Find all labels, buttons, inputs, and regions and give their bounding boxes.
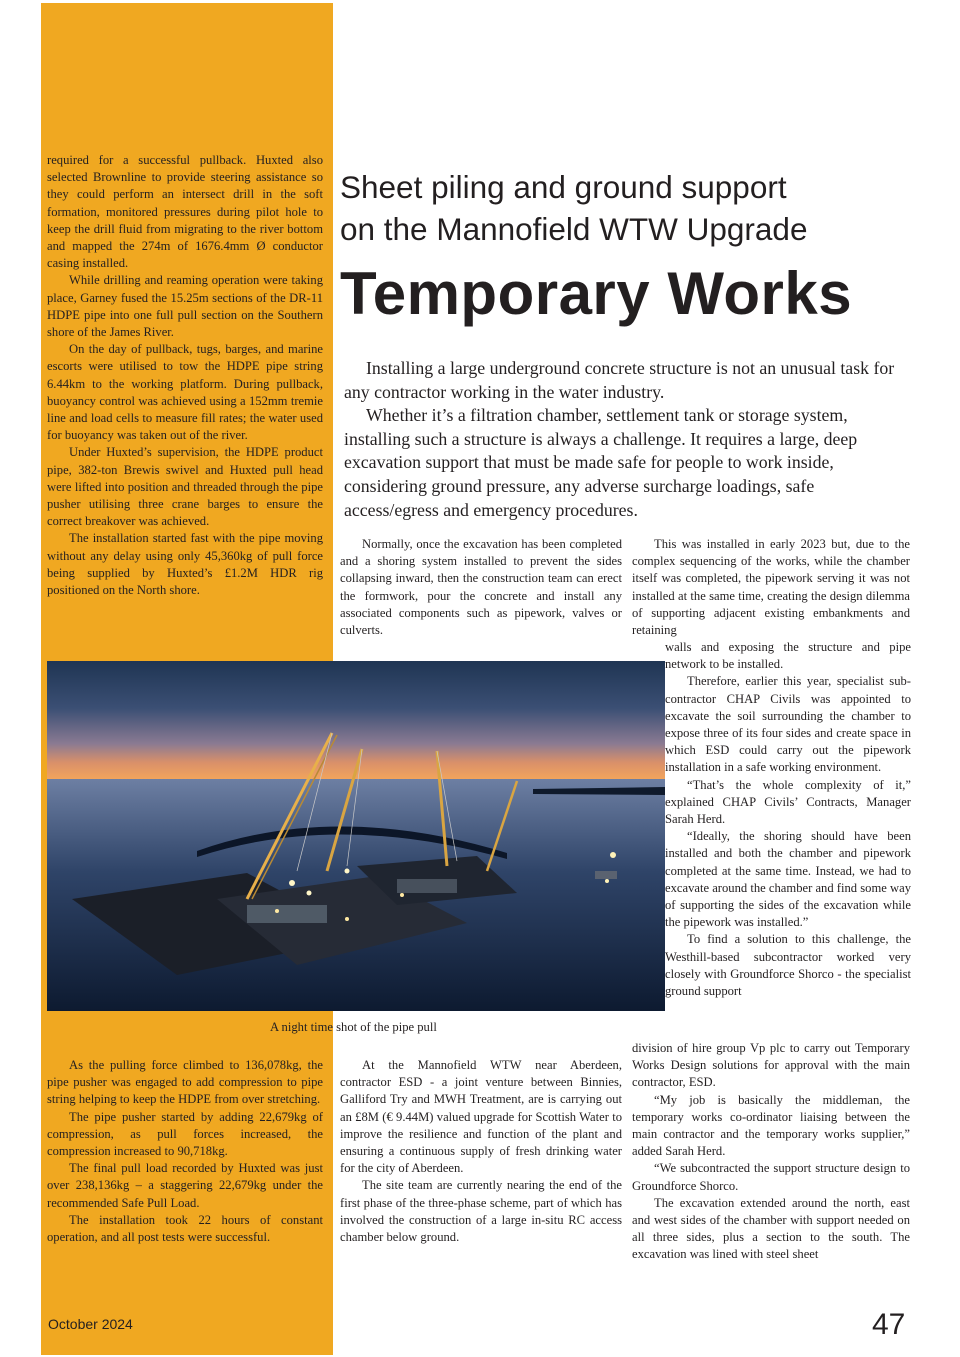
page-number: 47 xyxy=(872,1308,906,1341)
paragraph: Under Huxted’s supervision, the HDPE product pipe, 382-ton Brewis swivel and Huxted pull head were lifted into position and threaded through the pipe pusher utilising three crane barges to ensure the correct breakover was achieved. xyxy=(47,445,323,529)
paragraph: This was installed in early 2023 but, due to the complex sequencing of the works, while the chamber itself was completed, the pipework serving it was not installed at the same time, creating the design dilemma of supporting adjacent existing embankments and retaining xyxy=(632,537,910,638)
sidebar-top-column xyxy=(47,152,323,599)
paragraph: While drilling and reaming operation were taking place, Garney fused the 15.25m sections of the DR-11 HDPE pipe into one full pull section on the Southern shore of the James River. xyxy=(47,273,323,340)
column-3-bottom xyxy=(632,1040,910,1264)
paragraph: The excavation extended around the north, east and west sides of the chamber with support needed on all three sides, plus a section to the south. The excavation was lined with steel sheet xyxy=(632,1195,910,1262)
column-3-middle xyxy=(665,639,911,1000)
pipe-pull-photo xyxy=(47,661,665,1011)
paragraph: Therefore, earlier this year, specialist sub-contractor CHAP Civils was appointed to excavate the soil surrounding the chamber to expose three of its four sides and create space in which ESD could carry out the pipework installation in a safe working environment. xyxy=(665,674,911,775)
paragraph: “We subcontracted the support structure design to Groundforce Shorco. xyxy=(632,1161,910,1193)
paragraph: The installation took 22 hours of constant operation, and all post tests were successful. xyxy=(47,1212,323,1245)
paragraph: “That’s the whole complexity of it,” explained CHAP Civils’ Contracts, Manager Sarah Herd. xyxy=(665,777,911,827)
paragraph: Whether it’s a filtration chamber, settlement tank or storage system, installing such a structure is always a challenge. It requires a large, deep excavation support that must be made safe for people to work inside, considering ground pressure, any adverse surcharge loadings, safe access/egress and emergency procedures. xyxy=(344,405,858,520)
paragraph: Installing a large underground concrete structure is not an unusual task for any contractor working in the water industry. xyxy=(344,358,895,402)
issue-date: October 2024 xyxy=(48,1316,133,1332)
paragraph: To find a solution to this challenge, the Westhill-based subcontractor worked very closely with Groundforce Shorco - the specialist ground support xyxy=(665,932,911,999)
column-2-bottom xyxy=(340,1057,622,1246)
article-title: Temporary Works xyxy=(340,260,853,327)
column-3-top xyxy=(632,536,910,639)
paragraph: The final pull load recorded by Huxted was just over 238,136kg – a staggering 22,679kg under the recommended Safe Pull Load. xyxy=(47,1161,323,1210)
paragraph: “Ideally, the shoring should have been installed and both the chamber and pipework completed at the same time. Instead, we had to excavate around the chamber and find some way of supporting the sides of the excavation while the pipework was installed.” xyxy=(665,829,911,930)
paragraph: The site team are currently nearing the end of the first phase of the three-phase scheme, part of which has involved the construction of a large in-situ RC access chamber below ground. xyxy=(340,1178,622,1245)
column-2-top xyxy=(340,536,622,639)
paragraph: Normally, once the excavation has been completed and a shoring system installed to prevent the sides collapsing inward, then the construction team can erect the formwork, pour the concrete and install any associated components such as pipework, valves or culverts. xyxy=(340,537,622,638)
photo-caption: A night time shot of the pipe pull xyxy=(270,1020,437,1034)
paragraph: required for a successful pullback. Huxted also selected Brownline to provide steering assistance so they could perform an intersect drill in the soft formation, monitored pressures during pilot hole to keep the drill fluid from migrating to the river bottom and mapped the 274m of 1676.4mm Ø conductor casing installed. xyxy=(47,153,323,271)
paragraph: walls and exposing the structure and pipe network to be installed. xyxy=(665,640,911,672)
paragraph: The installation started fast with the pipe moving without any delay using only 45,360kg of pull force being supplied by Huxted’s £1.2M HDR rig positioned on the North shore. xyxy=(47,531,323,598)
intro-text xyxy=(344,357,896,522)
paragraph: “My job is basically the middleman, the temporary works co-ordinator liaising between the main contractor and the temporary works supplier,” added Sarah Herd. xyxy=(632,1092,910,1159)
paragraph: On the day of pullback, tugs, barges, and marine escorts were utilised to tow the HDPE pipe string 6.44km to the working platform. During pullback, buoyancy control was achieved using a 152mm tremie line and load cells to measure fill rates; the water used for buoyancy was taken out of the river. xyxy=(47,342,323,443)
paragraph: division of hire group Vp plc to carry out Temporary Works Design solutions for approval with the main contractor, ESD. xyxy=(632,1041,910,1090)
article-subtitle: Sheet piling and ground support on the Mannofield WTW Upgrade xyxy=(340,169,808,247)
paragraph: As the pulling force climbed to 136,078kg, the pipe pusher was engaged to add compression to pipe string helping to keep the HDPE from over stretching. xyxy=(47,1058,323,1107)
paragraph: At the Mannofield WTW near Aberdeen, contractor ESD - a joint venture between Binnies, Galliford Try and MWH Treatment, are is carrying out an £8M (€ 9.44M) valued upgrade for Scottish Water to improve the resilience and function of the plant and ensuring a continuous supply of fresh drinking water for the city of Aberdeen. xyxy=(340,1058,622,1176)
sidebar-bottom-column xyxy=(47,1057,323,1246)
paragraph: The pipe pusher started by adding 22,679kg of compression, as pull forces increased, the compression increased to 90,718kg. xyxy=(47,1109,323,1159)
